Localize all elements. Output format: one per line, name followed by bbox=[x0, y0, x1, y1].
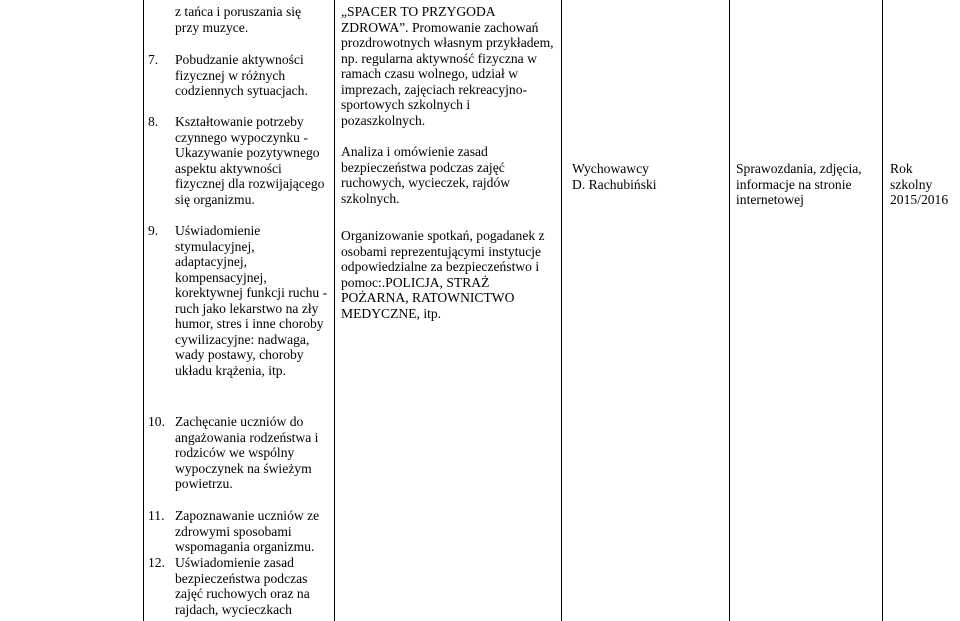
list-item-10 bbox=[148, 414, 328, 492]
term-cell bbox=[890, 161, 960, 208]
action-paragraph: Organizowanie spotkań, pogadanek z osobami reprezentującymi instytucje odpowiedzialne za bezpieczeństwo i pomoc:.POLICJA, STRAŻ POŻARNA, RATOWNICTWO MEDYCZNE, itp. bbox=[341, 228, 545, 321]
evaluation-cell bbox=[736, 161, 876, 208]
list-number: 12. bbox=[148, 555, 165, 570]
actions-cell bbox=[341, 4, 555, 337]
responsible-person: D. Rachubiński bbox=[572, 176, 657, 192]
list-number: 11. bbox=[148, 508, 165, 523]
responsible-cell bbox=[572, 161, 722, 192]
list-item-9 bbox=[148, 223, 328, 378]
list-item-8 bbox=[148, 114, 328, 207]
list-text: Pobudzanie aktywności fizycznej w różnych codziennych sytuacjach. bbox=[175, 52, 308, 98]
list-number: 8. bbox=[148, 114, 159, 129]
action-paragraph: Analiza i omówienie zasad bezpieczeństwa podczas zajęć ruchowych, wycieczek, rajdów szkolnych. bbox=[341, 144, 511, 206]
responsible-group: Wychowawcy bbox=[572, 161, 649, 176]
list-number: 7. bbox=[148, 52, 159, 67]
column-border bbox=[729, 0, 730, 621]
list-text: Zachęcanie uczniów do angażowania rodzeństwa i rodziców we wspólny wypoczynek na świeżym powietrzu. bbox=[175, 414, 319, 491]
list-text: Kształtowanie potrzeby czynnego wypoczynku - Ukazywanie pozytywnego aspektu aktywności fizycznej dla rozwijającego się organizmu. bbox=[175, 114, 325, 207]
list-item-11 bbox=[148, 508, 328, 555]
list-continuation: z tańca i poruszania się przy muzyce. bbox=[175, 4, 302, 35]
column-border bbox=[882, 0, 883, 621]
list-item-12 bbox=[148, 555, 328, 617]
list-text: Zapoznawanie uczniów ze zdrowymi sposobami wspomagania organizmu. bbox=[175, 508, 320, 554]
column-border bbox=[561, 0, 562, 621]
list-item-7 bbox=[148, 52, 328, 99]
term-label: szkolny bbox=[890, 176, 933, 192]
term-label: Rok bbox=[890, 161, 913, 176]
list-text: Uświadomienie stymulacyjnej, adaptacyjnej, kompensacyjnej, korektywnej funkcji ruchu - ruch jako lekarstwo na zły humor, stres i inne choroby cywilizacyjne: nadwaga, wady postawy, choroby układu krążenia, itp. bbox=[175, 223, 328, 378]
list-number: 9. bbox=[148, 223, 159, 238]
evaluation-text: Sprawozdania, zdjęcia, informacje na stronie internetowej bbox=[736, 161, 862, 207]
column-border bbox=[143, 0, 144, 621]
term-year: 2015/2016 bbox=[890, 192, 949, 207]
list-number: 10. bbox=[148, 414, 165, 429]
column-border bbox=[334, 0, 335, 621]
action-paragraph: „SPACER TO PRZYGODA ZDROWA”. Promowanie zachowań prozdrowotnych własnym przykładem, np. regularna aktywność fizyczna w ramach czasu wolnego, udział w imprezach, zajęciach rekreacyjno-sportowych szkolnych i pozaszkolnych. bbox=[341, 4, 554, 128]
list-text: Uświadomienie zasad bezpieczeństwa podczas zajęć ruchowych oraz na rajdach, wycieczkach bbox=[175, 555, 310, 617]
